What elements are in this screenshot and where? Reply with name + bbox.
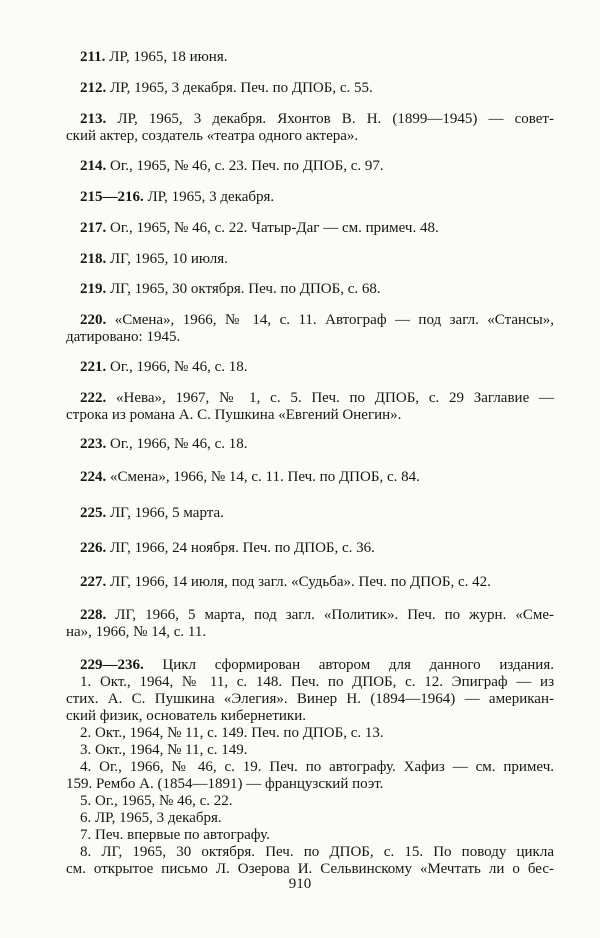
note-220-line-2: датировано: 1945. xyxy=(66,329,181,345)
note-215-216: 215—216. ЛР, 1965, 3 декабря. xyxy=(80,189,275,205)
note-222 xyxy=(66,390,554,424)
note-213-line-2: ский актер, создатель «театра одного актера». xyxy=(66,128,359,144)
cycle-line-2: стих. А. С. Пушкина «Элегия». Винер Н. (1894—1964) — американ- xyxy=(66,691,554,707)
cycle-line-4: 2. Окт., 1964, № 11, с. 149. Печ. по ДПОБ, с. 13. xyxy=(80,725,384,741)
cycle-line-9: 6. ЛР, 1965, 3 декабря. xyxy=(80,810,222,826)
note-225: 225. ЛГ, 1966, 5 марта. xyxy=(80,505,224,521)
cycle-line-5: 3. Окт., 1964, № 11, с. 149. xyxy=(80,742,248,758)
note-228-line-2: на», 1966, № 14, с. 11. xyxy=(66,624,207,640)
note-212: 212. ЛР, 1965, 3 декабря. Печ. по ДПОБ, с. 55. xyxy=(80,80,373,96)
cycle-line-11: 8. ЛГ, 1965, 30 октября. Печ. по ДПОБ, с. 15. По поводу цикла xyxy=(80,844,554,860)
note-227: 227. ЛГ, 1966, 14 июля, под загл. «Судьба». Печ. по ДПОБ, с. 42. xyxy=(80,574,491,590)
note-214: 214. Ог., 1965, № 46, с. 23. Печ. по ДПОБ, с. 97. xyxy=(80,158,384,174)
note-220-line-1: 220. «Смена», 1966, № 14, с. 11. Автограф — под загл. «Стансы», xyxy=(80,312,554,328)
note-224: 224. «Смена», 1966, № 14, с. 11. Печ. по ДПОБ, с. 84. xyxy=(80,469,420,485)
note-218: 218. ЛГ, 1965, 10 июля. xyxy=(80,251,228,267)
note-213-line-1: 213. ЛР, 1965, 3 декабря. Яхонтов В. Н. (1899—1945) — совет- xyxy=(80,111,554,127)
cycle-line-0: 229—236. Цикл сформирован автором для данного издания. xyxy=(80,657,554,673)
note-219: 219. ЛГ, 1965, 30 октября. Печ. по ДПОБ, с. 68. xyxy=(80,281,381,297)
cycle-line-7: 159. Рембо А. (1854—1891) — французский поэт. xyxy=(66,776,384,792)
cycle-line-12: см. открытое письмо Л. Озерова И. Сельвинскому «Мечтать ли о бес- xyxy=(66,861,554,877)
cycle-line-6: 4. Ог., 1966, № 46, с. 19. Печ. по автографу. Хафиз — см. примеч. xyxy=(80,759,554,775)
cycle-line-8: 5. Ог., 1965, № 46, с. 22. xyxy=(80,793,233,809)
note-222-line-1: 222. «Нева», 1967, № 1, с. 5. Печ. по ДПОБ, с. 29 Заглавие — xyxy=(80,390,554,406)
page-number: 910 xyxy=(288,876,312,892)
note-211: 211. ЛР, 1965, 18 июня. xyxy=(80,49,228,65)
note-229-236 xyxy=(66,657,554,878)
note-217: 217. Ог., 1965, № 46, с. 22. Чатыр-Даг — см. примеч. 48. xyxy=(80,220,439,236)
note-223: 223. Ог., 1966, № 46, с. 18. xyxy=(80,436,248,452)
note-228 xyxy=(66,607,554,641)
note-226: 226. ЛГ, 1966, 24 ноября. Печ. по ДПОБ, с. 36. xyxy=(80,540,375,556)
cycle-line-10: 7. Печ. впервые по автографу. xyxy=(80,827,270,843)
note-213 xyxy=(66,111,554,145)
note-228-line-1: 228. ЛГ, 1966, 5 марта, под загл. «Политик». Печ. по журн. «Сме- xyxy=(80,607,554,623)
cycle-line-1: 1. Окт., 1964, № 11, с. 148. Печ. по ДПОБ, с. 12. Эпиграф — из xyxy=(80,674,554,690)
note-221: 221. Ог., 1966, № 46, с. 18. xyxy=(80,359,248,375)
note-222-line-2: строка из романа А. С. Пушкина «Евгений Онегин». xyxy=(66,407,402,423)
cycle-line-3: ский физик, основатель кибернетики. xyxy=(66,708,306,724)
note-220 xyxy=(66,312,554,346)
